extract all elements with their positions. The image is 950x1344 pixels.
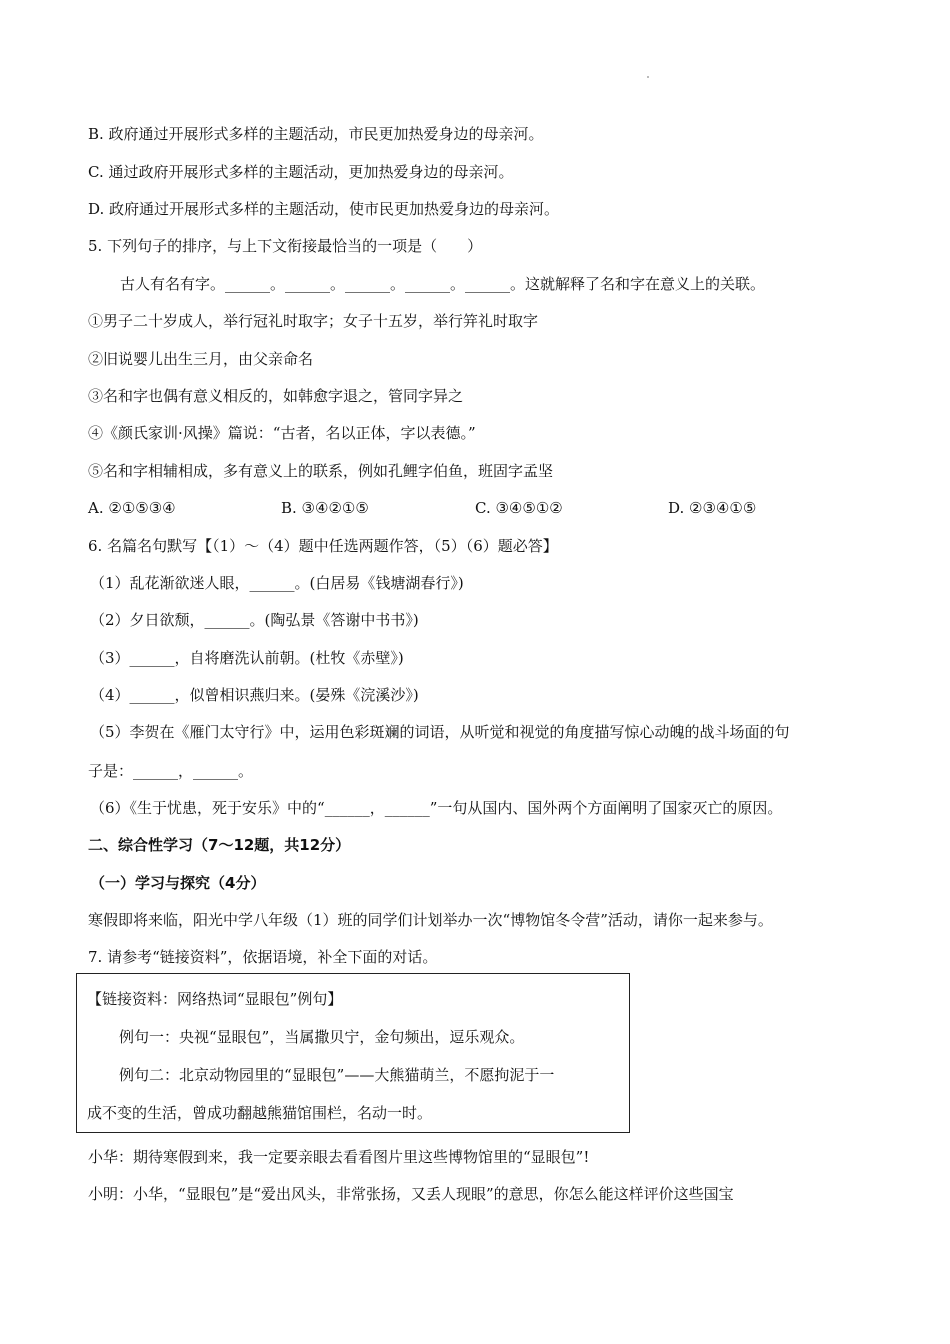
q5-item: ⑤名和字相辅相成，多有意义上的联系，例如孔鲤字伯鱼，班固字孟坚 (88, 462, 554, 480)
q5-stem: 5. 下列句子的排序，与上下文衔接最恰当的一项是（ ） (88, 237, 483, 255)
link-material-box (76, 973, 630, 1133)
q6-item: （4）______，似曾相识燕归来。(晏殊《浣溪沙》) (90, 686, 419, 704)
scan-dot (647, 76, 649, 78)
link-example-two: 例句二：北京动物园里的“显眼包”——大熊猫萌兰，不愿拘泥于一 (119, 1066, 555, 1084)
q6-item: （6）《生于忧患，死于安乐》中的“______，______”一句从国内、国外两个方面阐明了国家灭亡的原因。 (90, 799, 783, 817)
q5-item: ④《颜氏家训·风操》篇说：“古者，名以正体，字以表德。” (88, 424, 476, 442)
q6-item: （1）乱花渐欲迷人眼，______。(白居易《钱塘湖春行》) (90, 574, 464, 592)
subsection-heading: （一）学习与探究（4分） (90, 874, 266, 892)
q5-option-b: B. ③④②①⑤ (281, 499, 369, 517)
q5-item: ①男子二十岁成人，举行冠礼时取字；女子十五岁，举行笄礼时取字 (88, 312, 539, 330)
q5-item: ③名和字也偶有意义相反的，如韩愈字退之，管同字异之 (88, 387, 464, 405)
q5-option-c: C. ③④⑤①② (475, 499, 563, 517)
q4-option-c: C. 通过政府开展形式多样的主题活动，更加热爱身边的母亲河。 (88, 163, 514, 181)
dialogue-xiaohua: 小华：期待寒假到来，我一定要亲眼去看看图片里这些博物馆里的“显眼包”! (88, 1148, 590, 1166)
q4-option-d: D. 政府通过开展形式多样的主题活动，使市民更加热爱身边的母亲河。 (88, 200, 560, 218)
section-intro: 寒假即将来临，阳光中学八年级（1）班的同学们计划举办一次“博物馆冬令营”活动，请你一起来参与。 (88, 911, 773, 929)
q6-item: （3）______，自将磨洗认前朝。(杜牧《赤壁》) (90, 649, 404, 667)
q4-option-b: B. 政府通过开展形式多样的主题活动，市民更加热爱身边的母亲河。 (88, 125, 544, 143)
q6-item-continuation: 子是：______，______。 (88, 762, 254, 780)
dialogue-xiaoming: 小明：小华，“显眼包”是“爱出风头，非常张扬，又丢人现眼”的意思，你怎么能这样评价这些国宝 (88, 1185, 734, 1203)
q7-stem: 7. 请参考“链接资料”，依据语境，补全下面的对话。 (88, 948, 438, 966)
q5-passage: 古人有名有字。______。______。______。______。______。这就解释了名和字在意义上的关联。 (120, 275, 766, 293)
link-example-two-continuation: 成不变的生活，曾成功翻越熊猫馆围栏，名动一时。 (87, 1104, 433, 1122)
q5-item: ②旧说婴儿出生三月，由父亲命名 (88, 350, 314, 368)
q6-item: （5）李贺在《雁门太守行》中，运用色彩斑斓的词语，从听觉和视觉的角度描写惊心动魄的战斗场面的句 (90, 723, 790, 741)
link-material-title: 【链接资料：网络热词“显眼包”例句】 (87, 990, 343, 1008)
q6-stem: 6. 名篇名句默写【（1）～（4）题中任选两题作答，（5）（6）题必答】 (88, 537, 558, 555)
section-heading: 二、综合性学习（7～12题，共12分） (88, 836, 351, 854)
q6-item: （2）夕日欲颓，______。(陶弘景《答谢中书书》) (90, 611, 419, 629)
q5-option-d: D. ②③④①⑤ (668, 499, 757, 517)
link-example-one: 例句一：央视“显眼包”，当属撒贝宁，金句频出，逗乐观众。 (119, 1028, 525, 1046)
q5-option-a: A. ②①⑤③④ (88, 499, 176, 517)
